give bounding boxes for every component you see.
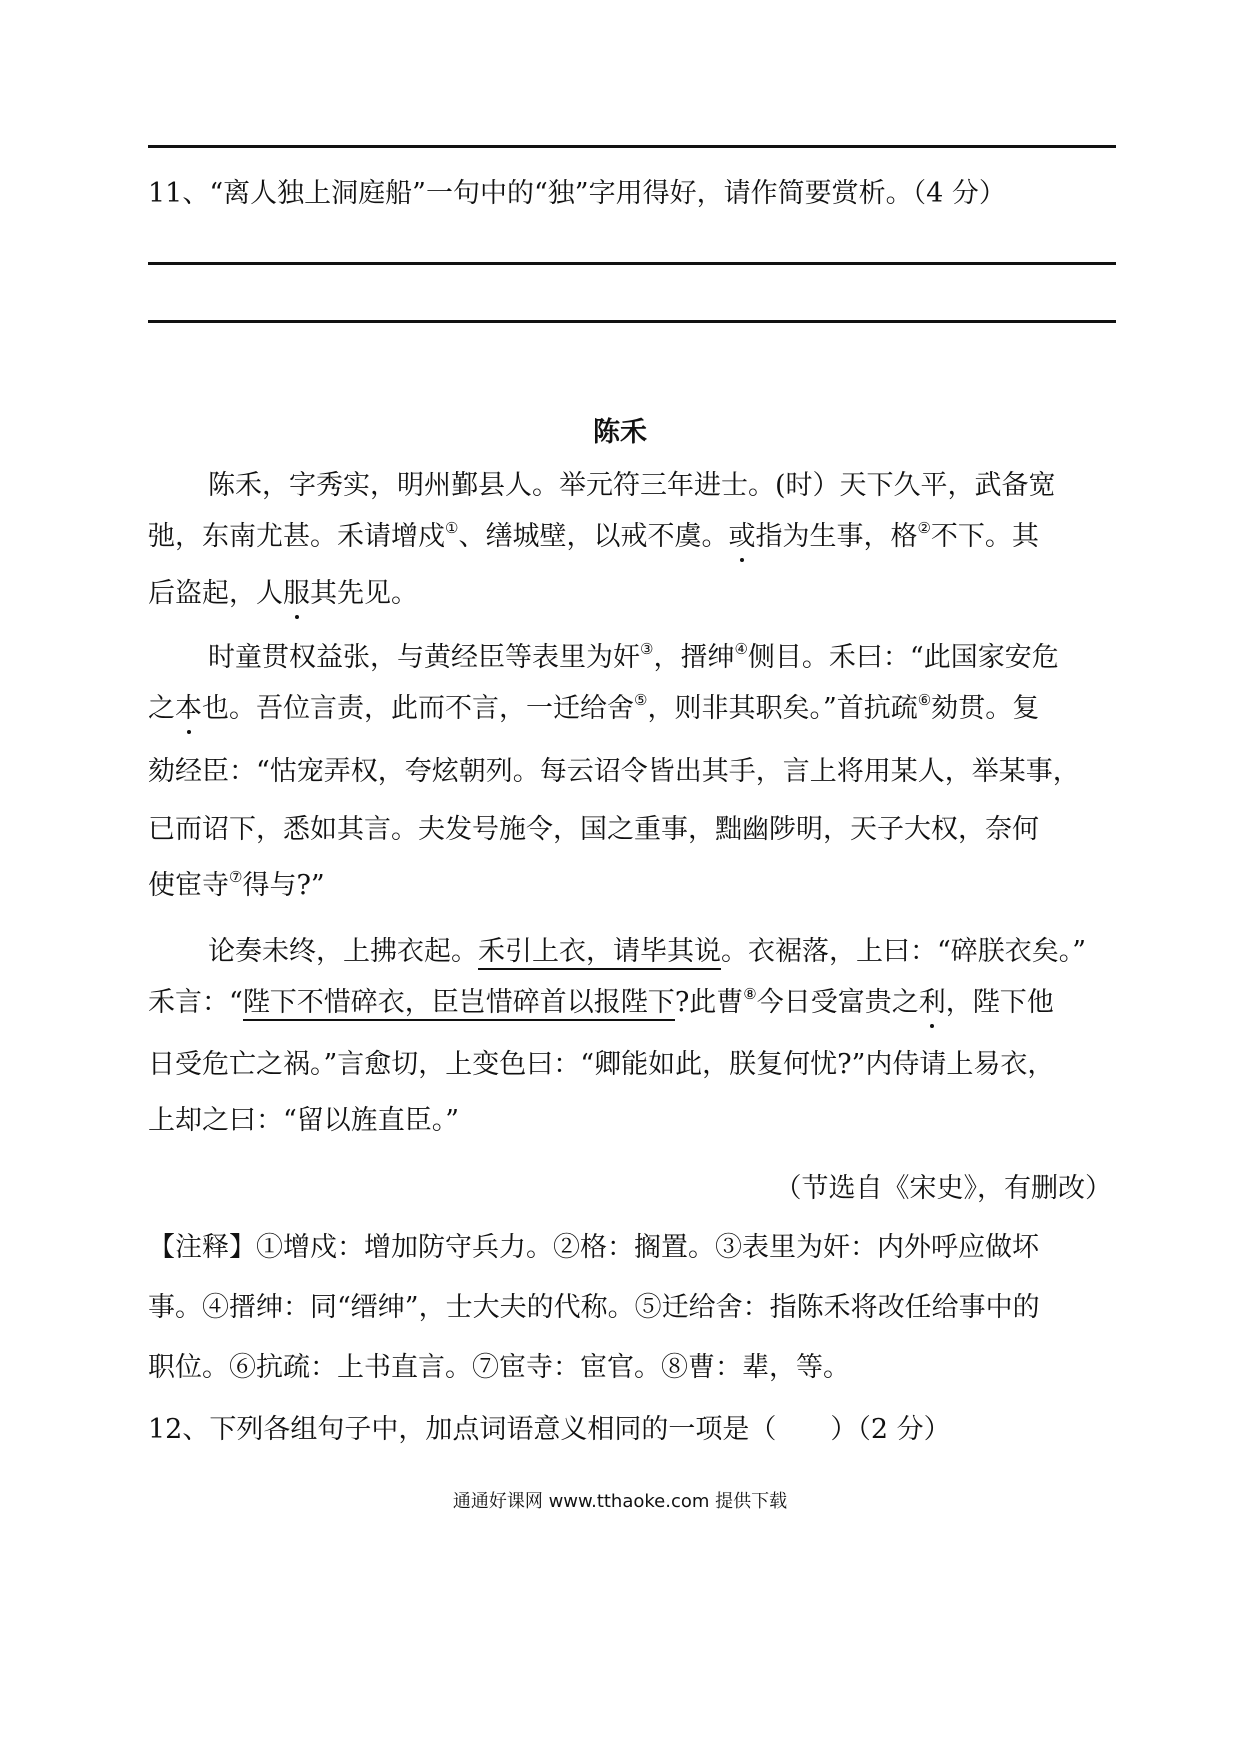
p2-line-4: 已而诏下，悉如其言。夫发号施令，国之重事，黜幽陟明，天子大权，奈何 bbox=[148, 814, 1039, 845]
answer-line-q11-2 bbox=[148, 320, 1116, 323]
text-run: 今日受富贵之 bbox=[756, 987, 919, 1018]
p3-line-3: 日受危亡之祸。”言愈切，上变色曰：“卿能如此，朕复何忧?”内侍请上易衣， bbox=[148, 1049, 1055, 1080]
note-marker: ⑤ bbox=[634, 691, 648, 709]
note-marker: ② bbox=[917, 519, 931, 537]
notes-line-1: 【注释】①增戍：增加防守兵力。②格：搁置。③表里为奸：内外呼应做坏 bbox=[148, 1232, 1039, 1263]
dotted-word: 利 bbox=[918, 987, 946, 1018]
text-run: 弛，东南尤甚。禾请增戍 bbox=[148, 521, 445, 552]
text-run: 劾贯。复 bbox=[931, 693, 1040, 724]
p2-line-3: 劾经臣：“怙宠弄权，夸炫朝列。每云诏令皆出其手，言上将用某人，举某事， bbox=[148, 756, 1080, 787]
underlined-sentence-2: 陛下不惜碎衣，臣岂惜碎首以报陛下 bbox=[243, 987, 675, 1021]
text-run: 禾言：“ bbox=[148, 987, 243, 1018]
answer-line-top bbox=[148, 145, 1116, 148]
note-marker: ⑦ bbox=[229, 868, 243, 886]
text-run: 指为生事，格 bbox=[755, 521, 918, 552]
text-run: 、缮城壁，以戒不虞。 bbox=[458, 521, 729, 552]
p3-line-1 bbox=[208, 934, 1116, 970]
text-run: 后盗起，人 bbox=[148, 578, 283, 609]
text-run: ，陛下他 bbox=[945, 987, 1054, 1018]
note-marker: ① bbox=[445, 519, 459, 537]
p3-line-4: 上却之曰：“留以旌直臣。” bbox=[148, 1105, 460, 1136]
note-marker: ⑥ bbox=[917, 691, 932, 709]
text-run: 。衣裾落，上曰：“碎朕衣矣。” bbox=[721, 936, 1087, 967]
underlined-sentence-1: 禾引上衣，请毕其说 bbox=[478, 936, 721, 970]
dotted-word: 或 bbox=[728, 521, 756, 552]
text-run: 侧目。禾曰：“此国家安危 bbox=[747, 642, 1059, 673]
text-run: 时童贯权益张，与黄经臣等表里为奸 bbox=[208, 642, 640, 673]
question-12: 12、下列各组句子中，加点词语意义相同的一项是（ ）（2 分） bbox=[148, 1414, 951, 1445]
p2-line-5 bbox=[148, 868, 1116, 904]
text-run: ?此曹 bbox=[674, 987, 744, 1018]
question-11: 11、“离人独上洞庭船”一句中的“独”字用得好，请作简要赏析。（4 分） bbox=[148, 178, 1006, 209]
text-run: 不下。其 bbox=[930, 521, 1039, 552]
text-run: 也。吾位言责，此而不言，一迁给舍 bbox=[202, 693, 634, 724]
article-title: 陈禾 bbox=[593, 417, 647, 448]
text-run: ，搢绅 bbox=[653, 642, 735, 673]
text-run: ，则非其职矣。”首抗疏 bbox=[647, 693, 918, 724]
note-marker: ④ bbox=[734, 640, 748, 658]
notes-line-2: 事。④搢绅：同“缙绅”，士大夫的代称。⑤迁给舍：指陈禾将改任给事中的 bbox=[148, 1292, 1040, 1323]
answer-line-q11-1 bbox=[148, 262, 1116, 265]
dotted-word: 服 bbox=[283, 578, 310, 609]
text-run: 得与?” bbox=[242, 870, 325, 901]
p3-line-2 bbox=[148, 985, 1116, 1021]
text-run: 之 bbox=[148, 693, 175, 724]
p2-line-1 bbox=[208, 640, 1116, 676]
p1-line-3 bbox=[148, 576, 1116, 612]
text-run: 使宦寺 bbox=[148, 870, 229, 901]
p1-line-2 bbox=[148, 519, 1116, 555]
p1-line-1: 陈禾，字秀实，明州鄞县人。举元符三年进士。(时）天下久平，武备宽 bbox=[208, 470, 1056, 501]
source-citation: （节选自《宋史》，有删改） bbox=[774, 1173, 1112, 1204]
notes-line-3: 职位。⑥抗疏：上书直言。⑦宦寺：宦官。⑧曹：辈，等。 bbox=[148, 1352, 850, 1383]
note-marker: ③ bbox=[640, 640, 654, 658]
p2-line-2 bbox=[148, 691, 1116, 727]
note-marker: ⑧ bbox=[743, 985, 757, 1003]
text-run: 论奏未终，上拂衣起。 bbox=[208, 936, 478, 967]
dotted-word: 本 bbox=[175, 693, 202, 724]
page-footer: 通通好课网 www.tthaoke.com 提供下载 bbox=[452, 1491, 788, 1512]
text-run: 其先见。 bbox=[310, 578, 418, 609]
